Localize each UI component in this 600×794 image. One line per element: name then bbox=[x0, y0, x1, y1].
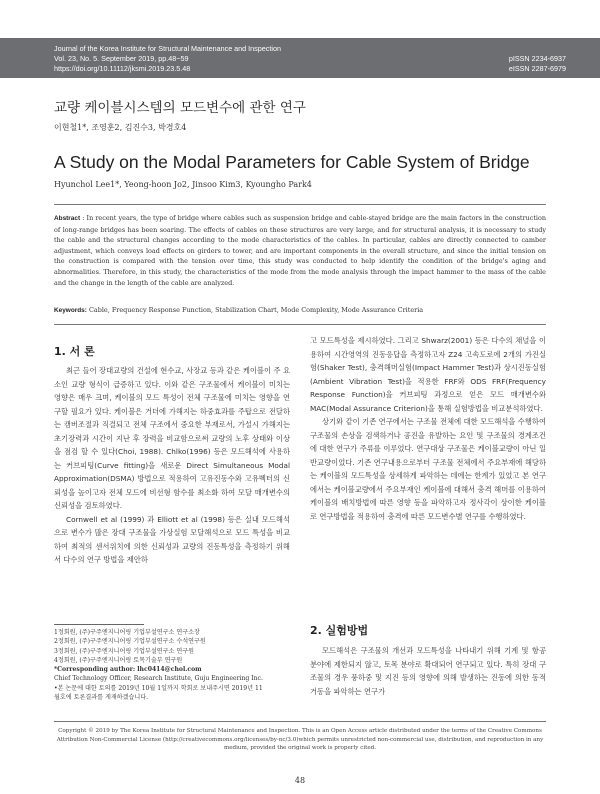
doi-link[interactable]: https://doi.org/10.11112/jksmi.2019.23.5.48 bbox=[54, 64, 191, 73]
left-column bbox=[54, 364, 290, 567]
section-2-heading: 2. 실험방법 bbox=[310, 624, 369, 637]
journal-info bbox=[54, 44, 281, 74]
footnote: 2정회원, (주)구주엔지니어링 기업부설연구소 수석연구원 bbox=[54, 638, 206, 646]
corresponding-author: *Corresponding author: lhc0414@chol.com bbox=[54, 666, 202, 674]
copyright-notice: Copyright © 2019 by The Korea Institute for Structural Maintenance and Inspection. This is an Open Access article distributed under the terms of the Creative Commons Attribution Non-Commercial License (http://creativecommons.org/licenses/by-nc/3.0)which permits unrestricted non-commercial use, distribution, and reproduction in any medium, provided the original work is properly cited. bbox=[56, 728, 544, 752]
copyright-rule bbox=[54, 721, 546, 722]
abstract bbox=[54, 213, 546, 288]
paragraph: 고 모드특성을 제시하였다. 그리고 Shwarz(2001) 등은 다수의 채널을 이용하여 시간영역의 진동응답을 측정하고자 Z24 고속도로에 2개의 가진실험(Shaker Test), 충격해머실험(Impact Hammer Test)과 상시진동실험(Ambient Vibration Test)을 적용한 FRF와 ODS FRF(Frequency Response Function)을 커브피팅 과정으로 얻은 모드 매개변수와 MAC(Modal Assurance Criterion)을 통해 실험방법을 비교분석하였다. bbox=[310, 336, 546, 413]
title-korean: 교량 케이블시스템의 모드변수에 관한 연구 bbox=[54, 100, 306, 116]
footnotes bbox=[54, 628, 294, 702]
section-1-heading: 1. 서 론 bbox=[54, 345, 95, 358]
footnote: Chief Technology Officer, Research Institute, Guju Engineering Inc. bbox=[54, 675, 263, 683]
issn-info bbox=[509, 54, 566, 74]
paragraph: 모드해석은 구조물의 개선과 모드특성을 나타내기 위해 기계 및 항공 분야에 제한되지 않고, 토목 분야로 확대되어 연구되고 있다. 특히 장대 구조물의 경우 풍하중 및 지진 등의 영향에 의해 발생하는 진동에 의한 동적거동을 파악하는 연구가 bbox=[310, 646, 546, 696]
paragraph: Cornwell et al (1999) 과 Elliott et al (1998) 등은 실내 모드해석으로 변수가 많은 장대 구조물을 가상실험 모달해석으로 모드 특성을 비교하여 최적의 센서위치에 의한 신뢰성과 교량의 진동특성을 측정하기 위해서 다수의 연구 방법을 제안하 bbox=[54, 514, 290, 564]
eissn: eISSN 2287-6979 bbox=[508, 64, 566, 73]
authors-korean: 이현철1*, 조영훈2, 김진수3, 박경호4 bbox=[54, 123, 187, 132]
abstract-bottom-rule bbox=[54, 324, 546, 325]
keywords-text: Cable, Frequency Response Function, Stabilization Chart, Mode Complexity, Mode Assurance Criteria bbox=[88, 306, 424, 314]
footnote-rule bbox=[54, 624, 144, 625]
keywords bbox=[54, 306, 546, 314]
volume-info: Vol. 23, No. 5. September 2019, pp.48~59 bbox=[54, 54, 189, 63]
footnote: 3정회원, (주)구주엔지니어링 기업부설연구소 연구원 bbox=[54, 647, 194, 655]
paragraph: 최근 들어 장대교량의 건설에 현수교, 사장교 등과 같은 케이블이 주 요소인 교량 형식이 급증하고 있다. 이와 같은 구조물에서 케이블이 미치는 영향은 매우 크며, 케이블의 모드 특성이 전체 구조물에 미치는 영향을 연구할 필요가 있다. 케이블은 거더에 가해지는 하중효과를 주탑으로 전달하는 캠버조절과 직결되고 전체 구조에서 중요한 부재로서, 가설시 가해지는 초기장력과 시간이 지난 후 장력을 비교함으로써 교량의 노후 상태와 이상을 점검 할 수 있다(Choi, 1988). Chlko(1996) 등은 모드해석에 사용하는 커브피팅(Curve fitting)을 새로운 Direct Simultaneous Modal Approximation(DSMA) 방법으로 적용하여 고유진동수와 고유벡터의 신뢰성을 높이고자 전체 모드에 비선형 함수를 최소화 하여 모달 매개변수의 신뢰성을 검토하였다. bbox=[54, 366, 290, 510]
journal-name: Journal of the Korea Institute for Structural Maintenance and Inspection bbox=[54, 44, 281, 53]
right-column-lower bbox=[310, 644, 546, 698]
pissn: pISSN 2234-6937 bbox=[508, 54, 566, 63]
paragraph: 상기와 같이 기존 연구에서는 구조물 전체에 대한 모드해석을 수행하여 구조물의 손상을 검색하거나 공진을 유발하는 요인 및 구조물의 경계조건에 대한 연구가 주류를 이루었다. 연구대상 구조물은 케이블교량이 아닌 일반교량이었다. 기존 연구내용으로부터 구조물 전체에서 주요부재에 해당하는 케이블의 모드특성을 상세하게 파악하는 데에는 한계가 있었고 본 연구에서는 케이블교량에서 주요부재인 케이블에 대해서 충격 해머를 이용하여 케이블의 배치방법에 따른 영향 등을 파악하고자 정사각이 상이한 케이블로 연구방법을 적용하여 충격에 따른 모드변수별 연구를 수행하였다. bbox=[310, 417, 546, 521]
abstract-label: Abstract bbox=[54, 215, 81, 222]
abstract-text: : In recent years, the type of bridge where cables such as suspension bridge and cable-stayed bridge are the main factors in the construction of long-range bridges has been soaring. The effects of cables on these structures are very large, and for structural analysis, it is necessary to study the cable and the structural changes according to the mode characteristics of the cables. In particular, cables are directly connected to camber adjustment, which conveys load effects on girders to tower, and are important components in the overall structure, and since the initial tension on the construction is compared with the tension over time, this study was conducted to help identify the condition of the bridge's aging and abnormalities. Therefore, in this study, the characteristics of the mode from the mode analysis through the impact hammer to the mass of the cable and the change in the length of the cable are analyzed. bbox=[54, 214, 546, 287]
footnote: 4정회원, (주)구주엔지니어링 토목기술부 연구원 bbox=[54, 656, 183, 664]
keywords-label: Keywords: bbox=[54, 307, 87, 314]
abstract-top-rule bbox=[54, 204, 546, 205]
page-number: 48 bbox=[294, 776, 306, 785]
title-english: A Study on the Modal Parameters for Cable System of Bridge bbox=[54, 152, 530, 172]
footnote: 1정회원, (주)구주엔지니어링 기업부설연구소 연구소장 bbox=[54, 629, 200, 636]
footnote: 월호에 토론결과를 게재하겠습니다. bbox=[54, 694, 149, 702]
footnote: •본 논문에 대한 토의를 2019년 10월 1일까지 학회로 보내주시면 2019년 11 bbox=[54, 684, 263, 692]
authors-english: Hyunchol Lee1*, Yeong-hoon Jo2, Jinsoo Kim3, Kyoungho Park4 bbox=[54, 180, 312, 189]
right-column bbox=[310, 334, 546, 523]
